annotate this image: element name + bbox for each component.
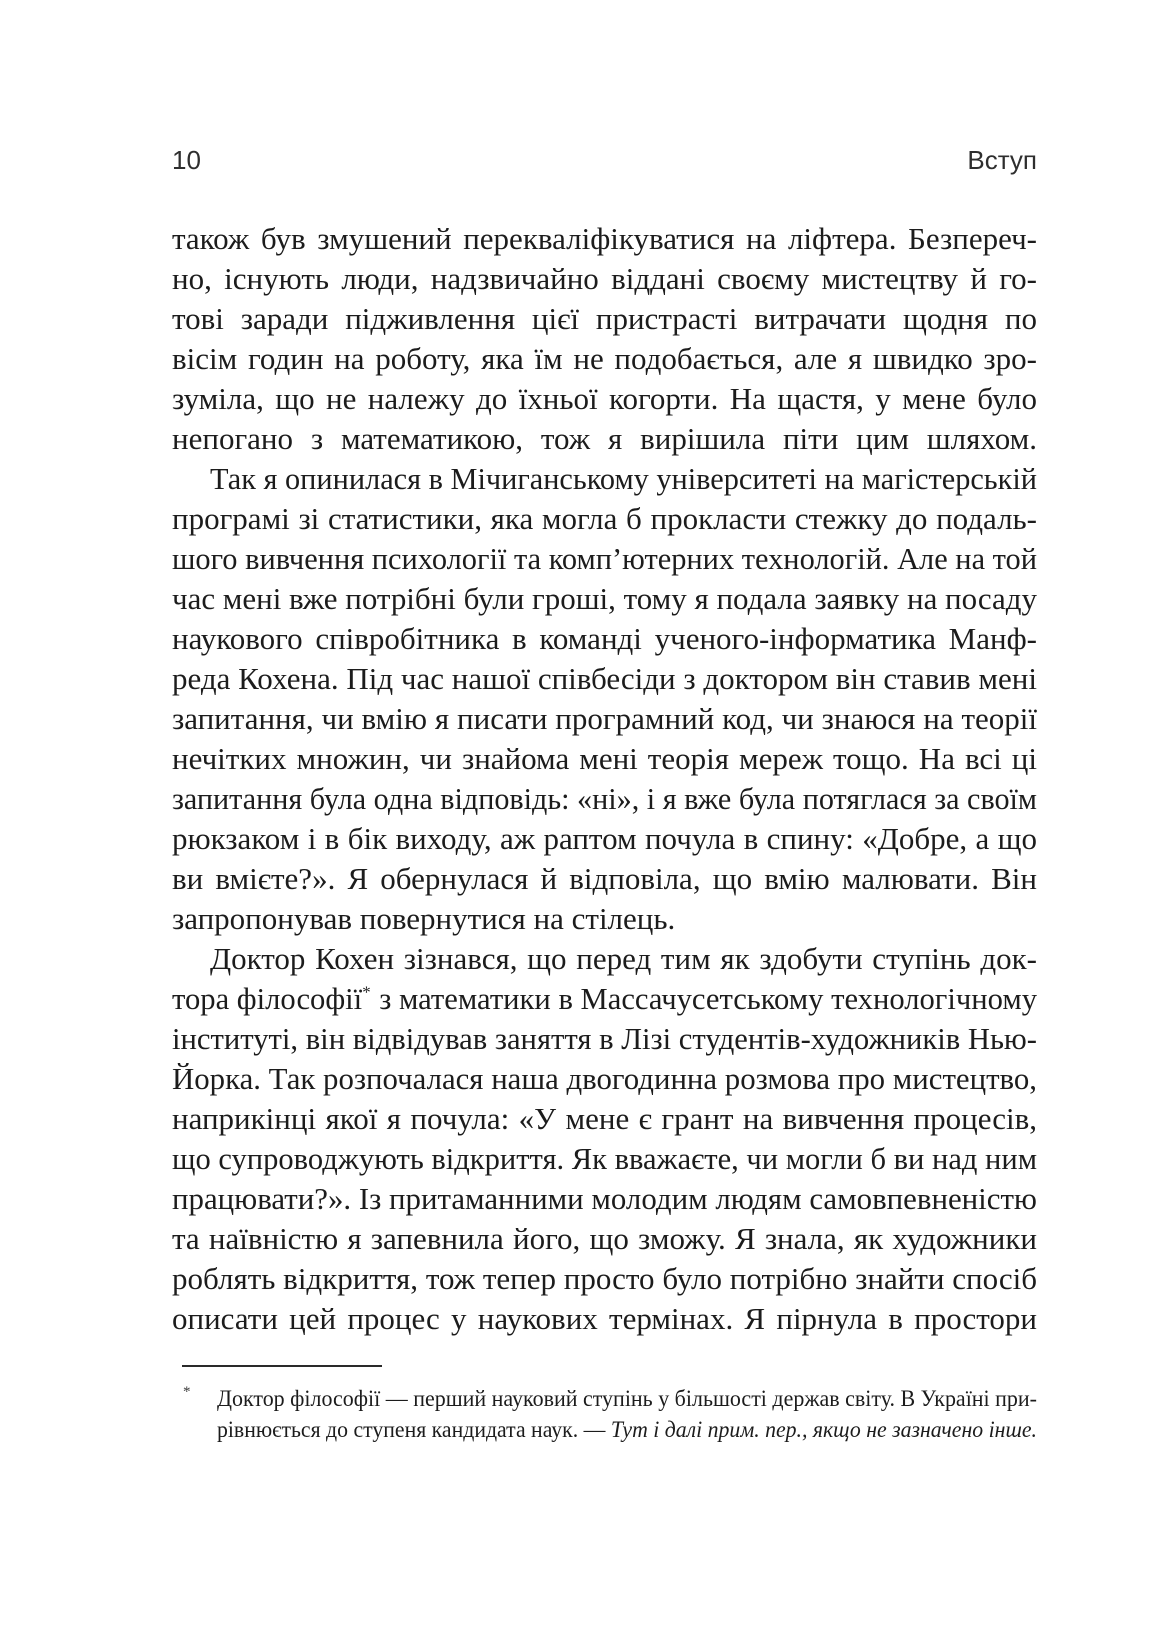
footnote-lines xyxy=(217,1383,1037,1445)
text-line: непогано з математикою, тож я вирішила піти цим шляхом. xyxy=(172,421,1037,456)
translator-note: Тут і далі прим. пер., якщо не зазначено інше. xyxy=(610,1417,1037,1442)
text-line: тові заради підживлення цієї пристрасті витрачати щодня по xyxy=(172,301,1037,336)
text-line: час мені вже потрібні були гроші, тому я подала заявку на посаду xyxy=(172,581,1037,616)
footnote-line: Доктор філософії — перший науковий ступінь у більшості держав світу. В Україні при- xyxy=(217,1386,1037,1411)
text-line: Доктор Кохен зізнався, що перед тим як здобути ступінь док- xyxy=(210,941,1037,976)
text-line: роблять відкриття, тож тепер просто було потрібно знайти спосіб xyxy=(172,1261,1037,1296)
text-line: но, існують люди, надзвичайно віддані своєму мистецтву й го- xyxy=(172,261,1037,296)
paragraph xyxy=(172,219,1037,459)
text-line: наукового співробітника в команді ученого-інформатика Манф- xyxy=(172,621,1037,656)
footnote-separator xyxy=(182,1365,382,1367)
text-line: вісім годин на роботу, яка їм не подобається, але я швидко зро- xyxy=(172,341,1037,376)
text-line: інституті, він відвідував заняття в Лізі студентів-художників Нью- xyxy=(172,1021,1037,1056)
text-line: наприкінці якої я почула: «У мене є грант на вивчення процесів, xyxy=(172,1101,1037,1136)
text-line: Так я опинилася в Мічиганському університеті на магістерській xyxy=(210,461,1037,496)
text-line: та наївністю я запевнила його, що зможу. Я знала, як художники xyxy=(172,1221,1037,1256)
page-number: 10 xyxy=(172,145,201,175)
text-line: шого вивчення психології та комп’ютерних технологій. Але на той xyxy=(172,541,1037,576)
running-header xyxy=(172,146,1037,174)
text-line: реда Кохена. Під час нашої співбесіди з доктором він ставив мені xyxy=(172,661,1037,696)
text-line: запитання була одна відповідь: «ні», і я вже була потяглася за своїм xyxy=(172,781,1037,816)
text-line: що супроводжують відкриття. Як вважаєте, чи могли б ви над ним xyxy=(172,1141,1037,1176)
text-line: описати цей процес у наукових термінах. Я пірнула в простори xyxy=(172,1301,1037,1336)
footnote-marker: * xyxy=(183,1384,191,1400)
text-line: запропонував повернутися на стілець. xyxy=(172,901,676,936)
footnote-line: рівнюється до ступеня кандидата наук. — Тут і далі прим. пер., якщо не зазначено інше. xyxy=(217,1417,1037,1442)
paragraph xyxy=(172,459,1037,939)
footnote-ref: * xyxy=(362,982,372,1002)
text-line: тора філософії* з математики в Массачусетському технологічному xyxy=(172,981,1037,1016)
body-text xyxy=(172,219,1037,1339)
text-line: нечітких множин, чи знайома мені теорія мереж тощо. На всі ці xyxy=(172,741,1037,776)
text-line: запитання, чи вмію я писати програмний код, чи знаюся на теорії xyxy=(172,701,1037,736)
text-line: програмі зі статистики, яка могла б прокласти стежку до подаль- xyxy=(172,501,1037,536)
text-line: Йорка. Так розпочалася наша двогодинна розмова про мистецтво, xyxy=(172,1061,1037,1096)
text-line: також був змушений перекваліфікуватися на ліфтера. Безпереч- xyxy=(172,221,1037,256)
text-line: працювати?». Із притаманними молодим людям самовпевненістю xyxy=(172,1181,1037,1216)
paragraph xyxy=(172,939,1037,1339)
text-line: зуміла, що не належу до їхньої когорти. На щастя, у мене було xyxy=(172,381,1037,416)
text-line: ви вмієте?». Я обернулася й відповіла, що вмію малювати. Він xyxy=(172,861,1037,896)
footnote xyxy=(172,1383,1037,1445)
text-line: рюкзаком і в бік виходу, аж раптом почула в спину: «Добре, а що xyxy=(172,821,1037,856)
running-title: Вступ xyxy=(967,145,1037,175)
